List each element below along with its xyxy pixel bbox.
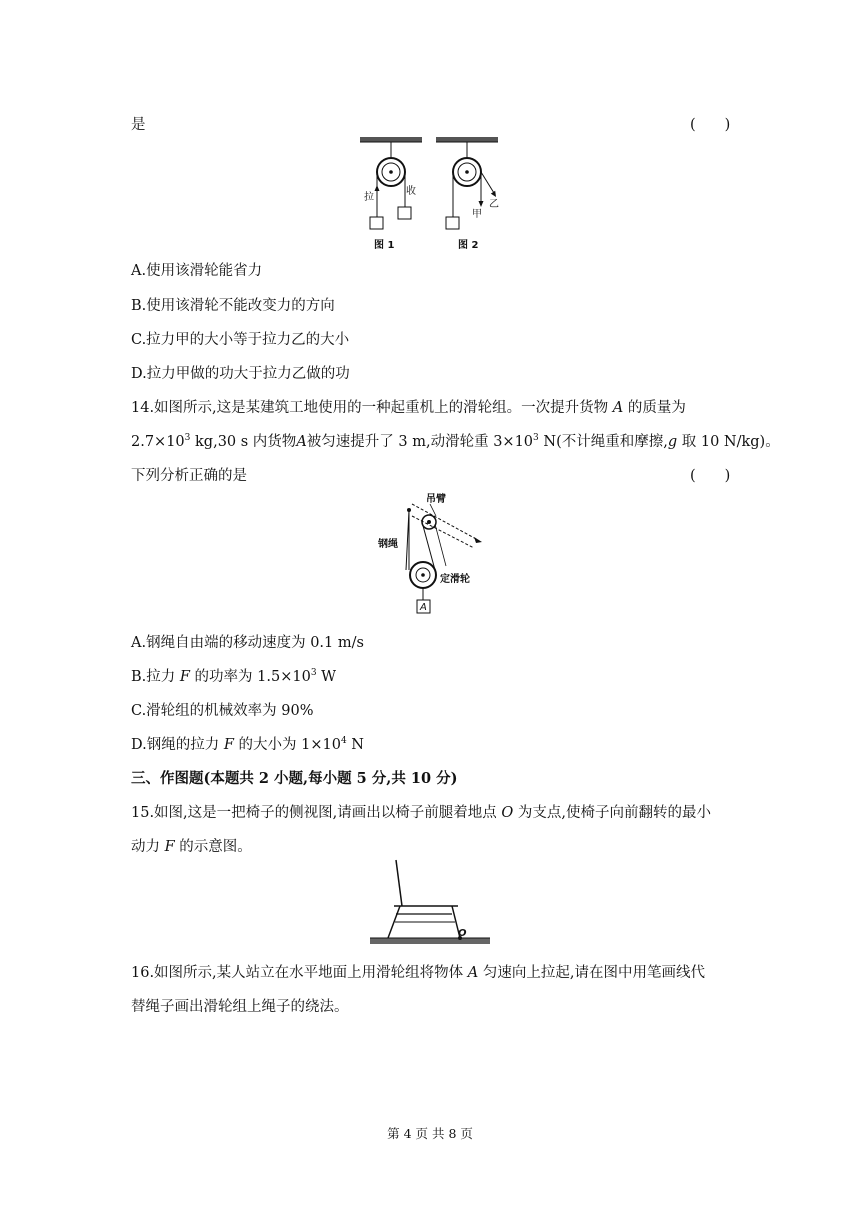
q14-label-fixed-pulley: 定滑轮 (440, 574, 470, 585)
section-heading: 三、作图题(本题共 2 小题,每小题 5 分,共 10 分) (131, 770, 458, 787)
q14-answer-paren: ( ) (690, 468, 731, 484)
q14-stem-line2: $2.7\times 10^3$ kg,30 s 内货物A被匀速提升了 3 m,动滑轮重 $3\times 10^3$ N(不计绳重和摩擦,g 取 10 N/kg)。 (131, 433, 780, 450)
q13-label-fig1: 图 1 (374, 240, 395, 251)
q14-label-arm: 吊臂 (426, 494, 446, 505)
q13-option-c: C.拉力甲的大小等于拉力乙的大小 (131, 332, 350, 348)
q14-option-d: D.钢绳的拉力 F 的大小为 $1\times 10^4$ N (131, 736, 364, 753)
q13-figure (358, 135, 508, 255)
q13-label-pull1: 拉 (364, 192, 374, 203)
q15-label-o: O (458, 928, 467, 939)
q13-option-d: D.拉力甲做的功大于拉力乙做的功 (131, 366, 350, 382)
q15-chair-figure (368, 858, 494, 950)
q13-option-b: B.使用该滑轮不能改变力的方向 (131, 298, 335, 314)
q13-stem-tail: 是 (131, 117, 146, 133)
q13-label-fig2: 图 2 (458, 240, 479, 251)
q14-option-a: A.钢绳自由端的移动速度为 0.1 m/s (131, 635, 364, 651)
q16-stem-line1: 16.如图所示,某人站立在水平地面上用滑轮组将物体 A 匀速向上拉起,请在图中用笔画线代 (131, 965, 705, 981)
q14-option-b: B.拉力 F 的功率为 $1.5\times 10^3$ W (131, 668, 337, 685)
q14-label-rope: 钢绳 (378, 539, 398, 550)
q14-label-load: A (420, 602, 427, 613)
q13-label-jia: 甲 (472, 209, 482, 220)
q13-label-yi: 乙 (489, 199, 499, 210)
q15-stem-line1: 15.如图,这是一把椅子的侧视图,请画出以椅子前腿着地点 O 为支点,使椅子向前翻转的最小 (131, 805, 711, 821)
q16-stem-line2: 替绳子画出滑轮组上绳子的绕法。 (131, 999, 349, 1015)
q14-stem-line3: 下列分析正确的是 (131, 468, 247, 484)
q14-figure (378, 490, 488, 616)
q14-stem-line1: 14.如图所示,这是某建筑工地使用的一种起重机上的滑轮组。一次提升货物 A 的质量为 (131, 400, 686, 416)
page-footer: 第 4 页 共 8 页 (387, 1126, 473, 1141)
q13-option-a: A.使用该滑轮能省力 (131, 263, 263, 279)
q14-option-c: C.滑轮组的机械效率为 90% (131, 703, 314, 719)
q13-label-pull2: 收 (406, 186, 416, 197)
q15-stem-line2: 动力 F 的示意图。 (131, 839, 252, 855)
q13-answer-paren: ( ) (690, 117, 731, 133)
